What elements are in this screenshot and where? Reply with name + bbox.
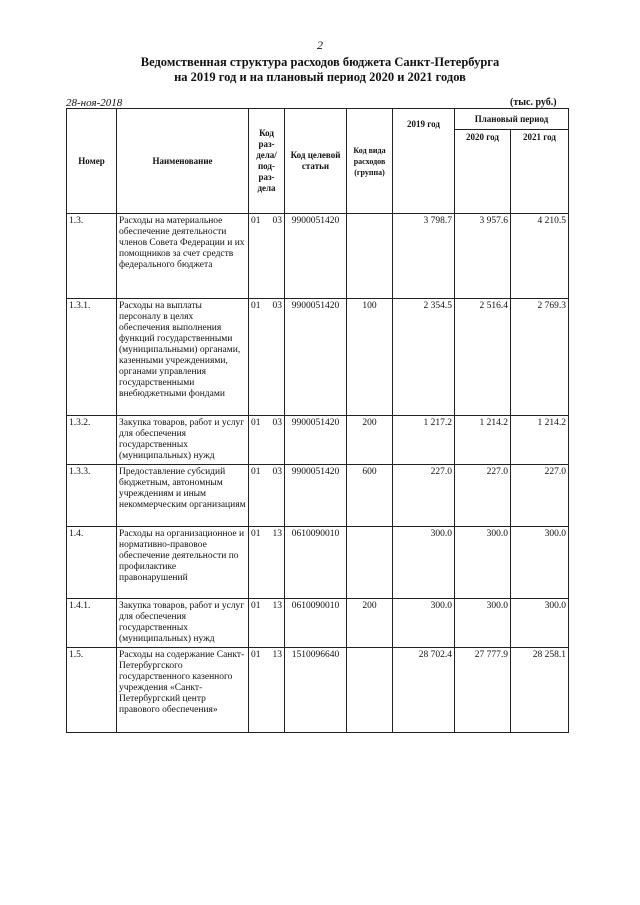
units-label: (тыс. руб.) <box>510 97 557 108</box>
header-number: Номер <box>67 109 117 214</box>
row-section <box>249 299 285 416</box>
row-type: 200 <box>347 599 393 648</box>
row-2020: 227.0 <box>455 465 511 527</box>
subsection-code: 13 <box>272 650 282 660</box>
header-section: Код раз-дела/ под-раз-дела <box>249 109 285 214</box>
title-line-1: Ведомственная структура расходов бюджета Санкт-Петербурга <box>140 55 500 69</box>
document-title <box>0 55 640 85</box>
table-row <box>67 465 569 527</box>
section-code: 01 <box>251 467 261 477</box>
row-2020: 3 957.6 <box>455 214 511 299</box>
table-row <box>67 599 569 648</box>
row-number: 1.5. <box>67 648 117 733</box>
row-2020: 2 516.4 <box>455 299 511 416</box>
row-section <box>249 648 285 733</box>
row-section <box>249 527 285 599</box>
row-number: 1.3.1. <box>67 299 117 416</box>
section-code: 01 <box>251 418 261 428</box>
row-type <box>347 214 393 299</box>
subsection-code: 03 <box>272 418 282 428</box>
row-name: Расходы на содержание Санкт-Петербургского государственного казенного учреждения «Санкт-Петербургский центр правового обеспечения» <box>117 648 249 733</box>
row-target: 9900051420 <box>285 214 347 299</box>
row-2020: 27 777.9 <box>455 648 511 733</box>
header-2021: 2021 год <box>511 130 569 214</box>
header-2020: 2020 год <box>455 130 511 214</box>
row-number: 1.4.1. <box>67 599 117 648</box>
row-type <box>347 527 393 599</box>
row-2019: 28 702.4 <box>393 648 455 733</box>
header-name: Наименование <box>117 109 249 214</box>
row-type: 100 <box>347 299 393 416</box>
header-target: Код целевой статьи <box>285 109 347 214</box>
subsection-code: 03 <box>272 301 282 311</box>
table-row <box>67 299 569 416</box>
row-number: 1.3.2. <box>67 416 117 465</box>
row-2020: 1 214.2 <box>455 416 511 465</box>
row-target: 0610090010 <box>285 599 347 648</box>
row-number: 1.3.3. <box>67 465 117 527</box>
row-target: 9900051420 <box>285 299 347 416</box>
row-type: 200 <box>347 416 393 465</box>
document-date: 28-ноя-2018 <box>66 97 123 109</box>
row-target: 9900051420 <box>285 465 347 527</box>
row-2021: 4 210.5 <box>511 214 569 299</box>
row-target: 0610090010 <box>285 527 347 599</box>
row-2021: 300.0 <box>511 527 569 599</box>
budget-table <box>66 108 569 733</box>
row-2019: 227.0 <box>393 465 455 527</box>
row-2019: 2 354.5 <box>393 299 455 416</box>
row-section <box>249 214 285 299</box>
table-body <box>67 214 569 733</box>
row-name: Закупка товаров, работ и услуг для обеспечения государственных (муниципальных) нужд <box>117 416 249 465</box>
subsection-code: 13 <box>272 601 282 611</box>
row-number: 1.3. <box>67 214 117 299</box>
row-type <box>347 648 393 733</box>
subsection-code: 03 <box>272 216 282 226</box>
section-code: 01 <box>251 650 261 660</box>
table-row <box>67 416 569 465</box>
row-number: 1.4. <box>67 527 117 599</box>
row-section <box>249 599 285 648</box>
section-code: 01 <box>251 216 261 226</box>
row-section <box>249 465 285 527</box>
row-2021: 300.0 <box>511 599 569 648</box>
header-expense-type: Код вида расходов (группа) <box>347 109 393 214</box>
header-planned: Плановый период <box>455 109 569 130</box>
header-2019: 2019 год <box>393 109 455 214</box>
row-target: 9900051420 <box>285 416 347 465</box>
row-2019: 300.0 <box>393 527 455 599</box>
table-row <box>67 527 569 599</box>
table-row <box>67 214 569 299</box>
subsection-code: 13 <box>272 529 282 539</box>
row-section <box>249 416 285 465</box>
section-code: 01 <box>251 301 261 311</box>
section-code: 01 <box>251 529 261 539</box>
page-number: 2 <box>317 38 323 52</box>
row-name: Расходы на материальное обеспечение деятельности членов Совета Федерации и их помощников за счет средств федерального бюджета <box>117 214 249 299</box>
subsection-code: 03 <box>272 467 282 477</box>
row-name: Расходы на выплаты персоналу в целях обеспечения выполнения функций государственными (муниципальными) органами, казенными учреждениями, органами управления государственными внебюджетными фондами <box>117 299 249 416</box>
title-line-2: на 2019 год и на плановый период 2020 и 2021 годов <box>174 70 466 84</box>
row-2021: 28 258.1 <box>511 648 569 733</box>
row-name: Расходы на организационное и нормативно-правовое обеспечение деятельности по профилактике правонарушений <box>117 527 249 599</box>
row-type: 600 <box>347 465 393 527</box>
row-name: Закупка товаров, работ и услуг для обеспечения государственных (муниципальных) нужд <box>117 599 249 648</box>
row-2020: 300.0 <box>455 527 511 599</box>
row-2019: 1 217.2 <box>393 416 455 465</box>
row-2021: 227.0 <box>511 465 569 527</box>
row-2019: 3 798.7 <box>393 214 455 299</box>
row-2020: 300.0 <box>455 599 511 648</box>
row-2019: 300.0 <box>393 599 455 648</box>
row-2021: 2 769.3 <box>511 299 569 416</box>
section-code: 01 <box>251 601 261 611</box>
table-row <box>67 648 569 733</box>
row-target: 1510096640 <box>285 648 347 733</box>
row-2021: 1 214.2 <box>511 416 569 465</box>
row-name: Предоставление субсидий бюджетным, автономным учреждениям и иным некоммерческим организациям <box>117 465 249 527</box>
